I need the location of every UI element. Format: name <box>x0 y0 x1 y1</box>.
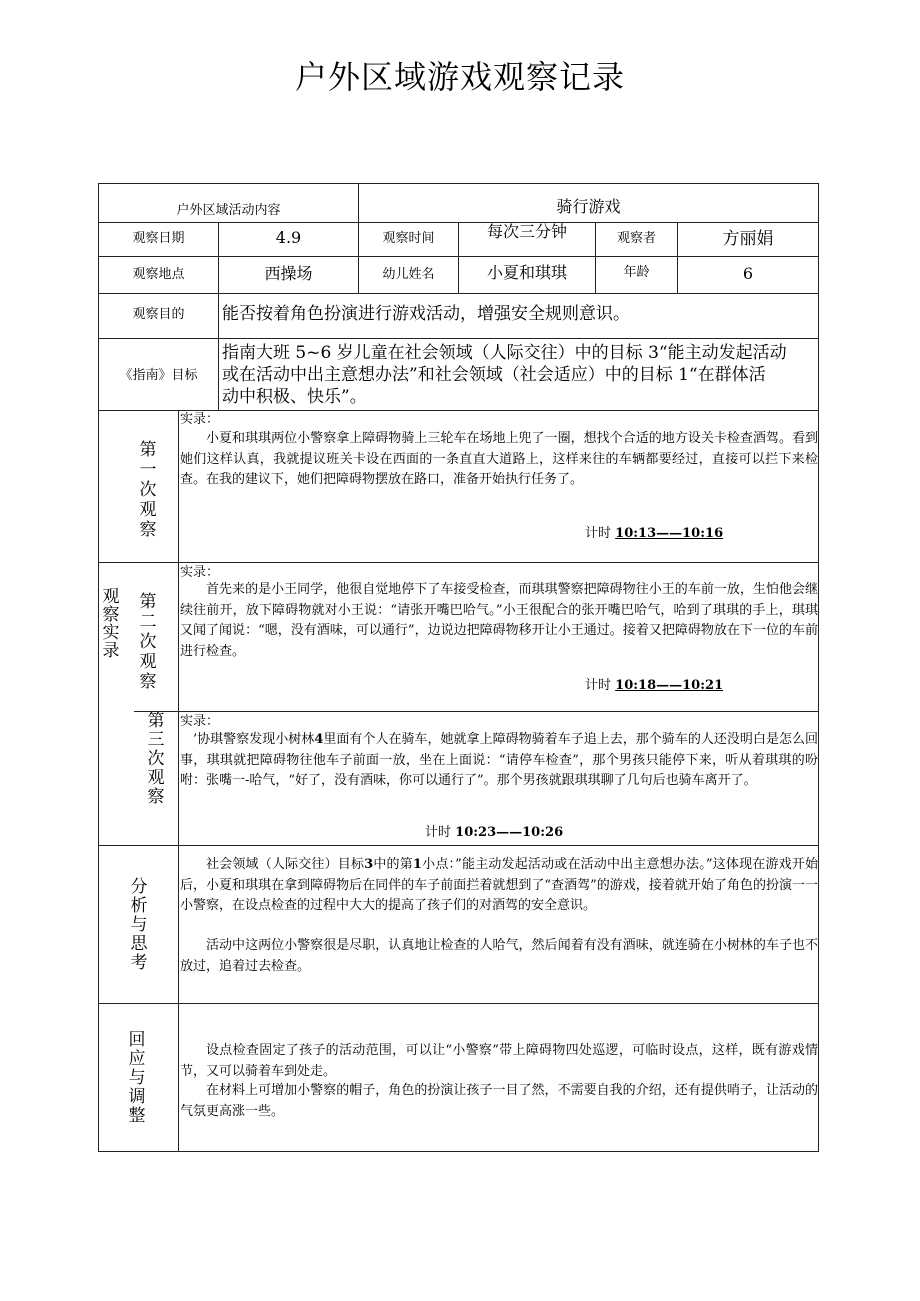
content-label: 户外区域活动内容 <box>176 203 281 218</box>
obs3-heading: 实录： <box>180 714 220 729</box>
obs3-label: 第三次观察 <box>147 711 165 807</box>
obs2-text: 首先来的是小王同学，他很自觉地停下了车接受检查，而琪琪警察把障碍物往小王的车前一放，生怕他会继续往前开，放下障碍物就对小王说：“请张开嘴巴哈气。”小王很配合的张开嘴巴哈气，哈到了琪琪的手上，琪琪又闻了闻说：“嗯，没有酒味，可以通行”，边说边把障碍物移开让小王通过。接着又把障碍物放在下一位的车前进行检查。 <box>180 582 818 659</box>
analysis-p1-c: 小点：”能主动发起活动或在活动中出主意想办法。”这体现在游戏开始后，小夏和琪琪在拿到障碍物后在同伴的车子前面拦着就想到了“查酒驾”的游戏，接着就开始了角色的扮演一一小警察，在设点检查的过程中大大的提高了孩子们的对酒驾的安全意识。 <box>180 857 818 913</box>
analysis-p1-a: 社会领域（人际交往）目标 <box>206 857 365 872</box>
guide-line: 指南大班 5~6 岁儿童在社会领域（人际交往）中的目标 3“能主动发起活动 <box>222 343 787 363</box>
obs2-heading: 实录： <box>180 565 220 580</box>
analysis-p1 <box>180 855 818 917</box>
guide-value <box>222 342 816 408</box>
observer-value: 方丽娟 <box>722 229 774 249</box>
analysis-p1-num1: 3 <box>364 857 374 872</box>
age-label: 年龄 <box>623 265 650 280</box>
purpose-label: 观察目的 <box>132 307 185 322</box>
analysis-p1-num2: 1 <box>412 857 422 872</box>
obs3-text-num: 4 <box>314 732 324 747</box>
obs3-timer-value: 10:23——10:26 <box>455 825 564 840</box>
child-value: 小夏和琪琪 <box>486 263 567 282</box>
page-title: 户外区域游戏观察记录 <box>294 58 625 96</box>
obs3-text-pre: ’协琪警察发现小树林 <box>193 732 315 747</box>
obs3-timer <box>425 826 563 839</box>
obs2-timer-label: 计时 <box>585 678 612 693</box>
time-label: 观察时间 <box>382 231 435 246</box>
obs1-text: 小夏和琪琪两位小警察拿上障碍物骑上三轮车在场地上兜了一圈，想找个合适的地方设关卡检查酒驾。看到她们这样认真，我就提议班关卡设在西面的一条直直大道路上，这样来往的车辆都要经过，直接可以拦下来检查。在我的建议下，她们把障碍物摆放在路口，准备开始执行任务了。 <box>180 431 818 487</box>
obs3-text-post: 里面有个人在骑车，她就拿上障碍物骑着车子追上去，那个骑车的人还没明白是怎么回事，琪琪就把障碍物往他车子前面一放，坐在上面说：“请停车检查”，那个男孩只能停下来，听从着琪琪的吩咐：张嘴一-哈气，“好了，没有酒味，你可以通行了”。那个男孩就跟琪琪聊了几句后也骑车离开了。 <box>180 732 818 788</box>
obs1-timer-value: 10:13——10:16 <box>615 526 724 541</box>
observer-label: 观察者 <box>616 231 656 246</box>
analysis-p1-b: 中的第 <box>373 857 413 872</box>
adjust-label: 回应与调整 <box>128 1030 146 1126</box>
time-value: 每次三分钟 <box>486 222 567 241</box>
record-label: 观察实录 <box>102 587 120 661</box>
obs2-label-divider <box>134 562 179 563</box>
obs1-timer <box>585 527 723 540</box>
obs1-heading: 实录： <box>180 412 220 427</box>
obs1-label: 第一次观察 <box>139 440 157 540</box>
obs3-text <box>180 730 818 792</box>
obs3-timer-label: 计时 <box>425 825 452 840</box>
analysis-p2: 活动中这两位小警察很是尽职，认真地让检查的人哈气，然后闻着有没有酒味，就连骑在小树林的车子也不放过，追着过去检查。 <box>180 938 818 974</box>
guide-line: 或在活动中出主意想办法”和社会领域（社会适应）中的目标 1“在群体活 <box>222 365 766 385</box>
obs2-label: 第二次观察 <box>139 592 157 692</box>
analysis-label: 分析与思考 <box>130 877 148 973</box>
guide-line: 动中积极、快乐”。 <box>222 387 367 407</box>
content-value: 骑行游戏 <box>556 197 621 216</box>
guide-label: 《指南》目标 <box>119 368 198 383</box>
adjust-p1: 设点检查固定了孩子的活动范围，可以让“小警察”带上障碍物四处巡逻，可临时设点，这样，既有游戏情节，又可以骑着车到处走。 <box>180 1043 818 1079</box>
purpose-value: 能否按着角色扮演进行游戏活动，增强安全规则意识。 <box>222 304 630 324</box>
obs2-timer <box>585 679 723 692</box>
adjust-p2: 在材料上可增加小警察的帽子，角色的扮演让孩子一目了然，不需要自我的介绍，还有提供哨子，让活动的气氛更高涨一些。 <box>180 1083 818 1119</box>
obs2-timer-value: 10:18——10:21 <box>615 678 724 693</box>
age-value: 6 <box>742 264 754 283</box>
date-label: 观察日期 <box>132 231 185 246</box>
place-value: 西操场 <box>264 264 313 283</box>
child-label: 幼儿姓名 <box>382 267 435 282</box>
obs1-timer-label: 计时 <box>585 526 612 541</box>
date-value: 4.9 <box>275 228 302 247</box>
place-label: 观察地点 <box>132 267 185 282</box>
